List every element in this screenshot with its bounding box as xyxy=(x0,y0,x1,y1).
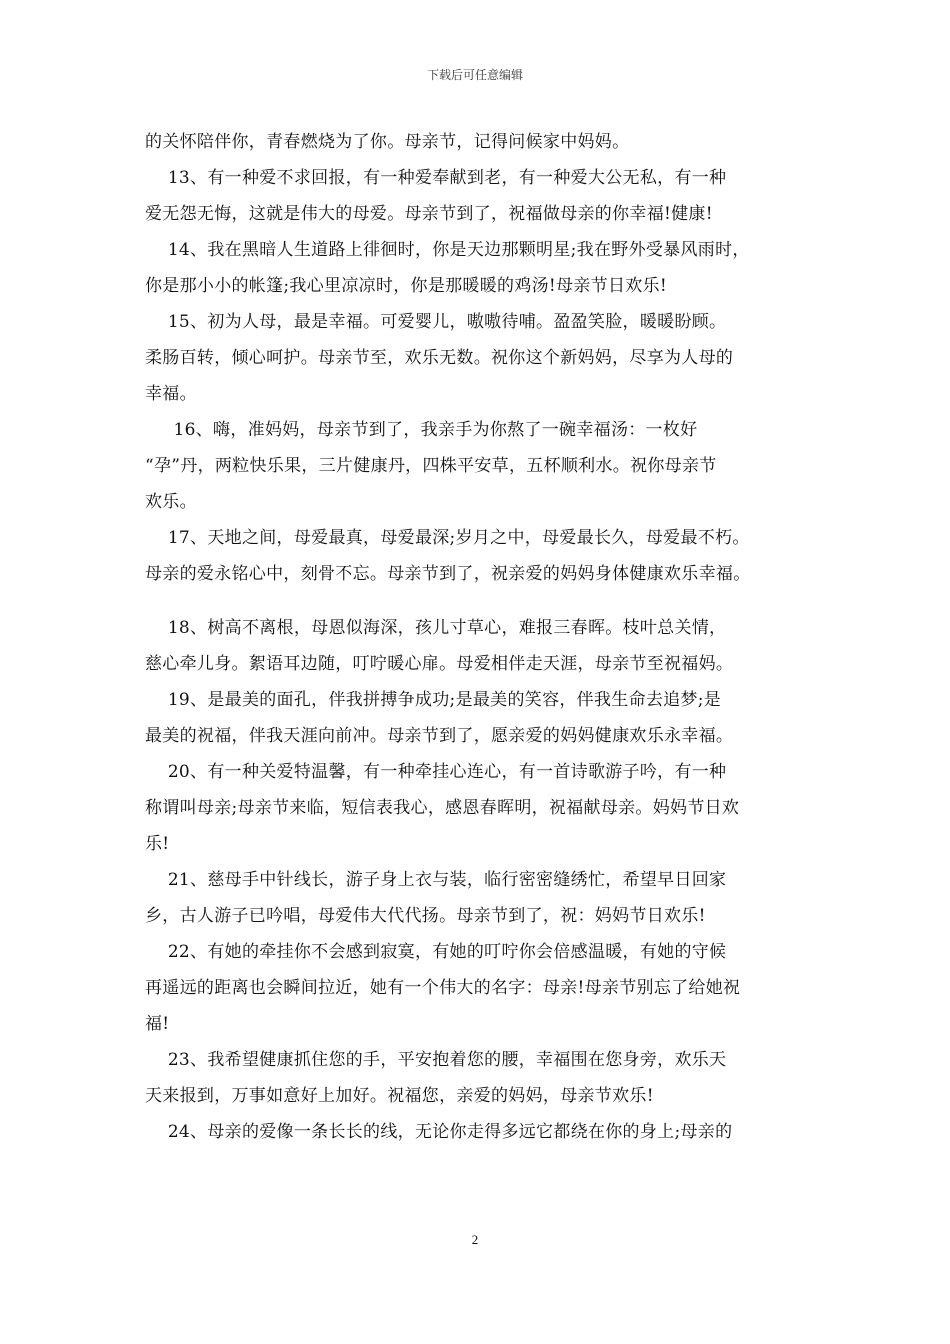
paragraph xyxy=(145,610,825,682)
text-line: 20、有一种关爱特温馨，有一种牵挂心连心，有一首诗歌游子吟，有一种 xyxy=(145,762,727,782)
paragraph xyxy=(145,1042,825,1114)
paragraph xyxy=(145,124,825,160)
text-line: 15、初为人母，最是幸福。可爱婴儿，嗷嗷待哺。盈盈笑脸，暖暖盼顾。 xyxy=(145,312,727,332)
text-line: 再遥远的距离也会瞬间拉近，她有一个伟大的名字：母亲!母亲节别忘了给她祝 xyxy=(145,978,741,998)
paragraph xyxy=(145,934,825,1042)
text-line: 的关怀陪伴你，青春燃烧为了你。母亲节，记得问候家中妈妈。 xyxy=(145,132,630,152)
text-line: 13、有一种爱不求回报，有一种爱奉献到老，有一种爱大公无私，有一种 xyxy=(145,168,727,188)
text-line: 幸福。 xyxy=(145,384,197,404)
paragraph-gap xyxy=(145,592,825,610)
text-line: 18、树高不离根，母恩似海深，孩儿寸草心，难报三春晖。枝叶总关情， xyxy=(145,618,727,638)
text-line: 17、天地之间，母爱最真，母爱最深;岁月之中，母爱最长久，母爱最不朽。 xyxy=(145,528,750,548)
text-line: 乡，古人游子已吟唱，母爱伟大代代扬。母亲节到了，祝：妈妈节日欢乐! xyxy=(145,906,706,926)
text-line: 24、母亲的爱像一条长长的线，无论你走得多远它都绕在你的身上;母亲的 xyxy=(145,1122,733,1142)
paragraph xyxy=(145,232,825,304)
text-line: 23、我希望健康抓住您的手，平安抱着您的腰，幸福围在您身旁，欢乐天 xyxy=(145,1050,727,1070)
text-line: 母亲的爱永铭心中，刻骨不忘。母亲节到了，祝亲爱的妈妈身体健康欢乐幸福。 xyxy=(145,564,751,584)
text-line: 16、嗨，准妈妈，母亲节到了，我亲手为你熬了一碗幸福汤：一枚好 xyxy=(145,420,698,440)
text-line: 爱无怨无悔，这就是伟大的母爱。母亲节到了，祝福做母亲的你幸福!健康! xyxy=(145,204,713,224)
text-line: 慈心牵儿身。絮语耳边随，叮咛暖心扉。母爱相伴走天涯，母亲节至祝福妈。 xyxy=(145,654,734,674)
text-line: 称谓叫母亲;母亲节来临，短信表我心，感恩春晖明，祝福献母亲。妈妈节日欢 xyxy=(145,798,740,818)
paragraph xyxy=(145,520,825,592)
paragraph xyxy=(145,862,825,934)
text-line: 最美的祝福，伴我天涯向前冲。母亲节到了，愿亲爱的妈妈健康欢乐永幸福。 xyxy=(145,726,734,746)
paragraph xyxy=(145,754,825,862)
paragraph xyxy=(145,304,825,412)
paragraph xyxy=(145,160,825,232)
text-line: 欢乐。 xyxy=(145,492,197,512)
paragraph xyxy=(145,1114,825,1150)
text-line: 乐! xyxy=(145,834,170,854)
text-line: 19、是最美的面孔，伴我拼搏争成功;是最美的笑容，伴我生命去追梦;是 xyxy=(145,690,722,710)
text-line: 天来报到，万事如意好上加好。祝福您，亲爱的妈妈，母亲节欢乐! xyxy=(145,1086,654,1106)
text-line: 你是那小小的帐篷;我心里凉凉时，你是那暖暖的鸡汤!母亲节日欢乐! xyxy=(145,276,667,296)
page-number: 2 xyxy=(471,1232,479,1247)
text-line: 福! xyxy=(145,1014,170,1034)
paragraph xyxy=(145,412,825,520)
paragraph xyxy=(145,682,825,754)
text-line: 14、我在黑暗人生道路上徘徊时，你是天边那颗明星;我在野外受暴风雨时， xyxy=(145,240,750,260)
text-line: 21、慈母手中针线长，游子身上衣与装，临行密密缝绣忙，希望早日回家 xyxy=(145,870,727,890)
text-line: “孕”丹，两粒快乐果，三片健康丹，四株平安草，五杯顺利水。祝你母亲节 xyxy=(145,456,717,476)
document-body xyxy=(145,124,825,1150)
page-header: 下载后可任意编辑 xyxy=(426,68,523,82)
text-line: 22、有她的牵挂你不会感到寂寞，有她的叮咛你会倍感温暖，有她的守候 xyxy=(145,942,727,962)
text-line: 柔肠百转，倾心呵护。母亲节至，欢乐无数。祝你这个新妈妈，尽享为人母的 xyxy=(145,348,734,368)
